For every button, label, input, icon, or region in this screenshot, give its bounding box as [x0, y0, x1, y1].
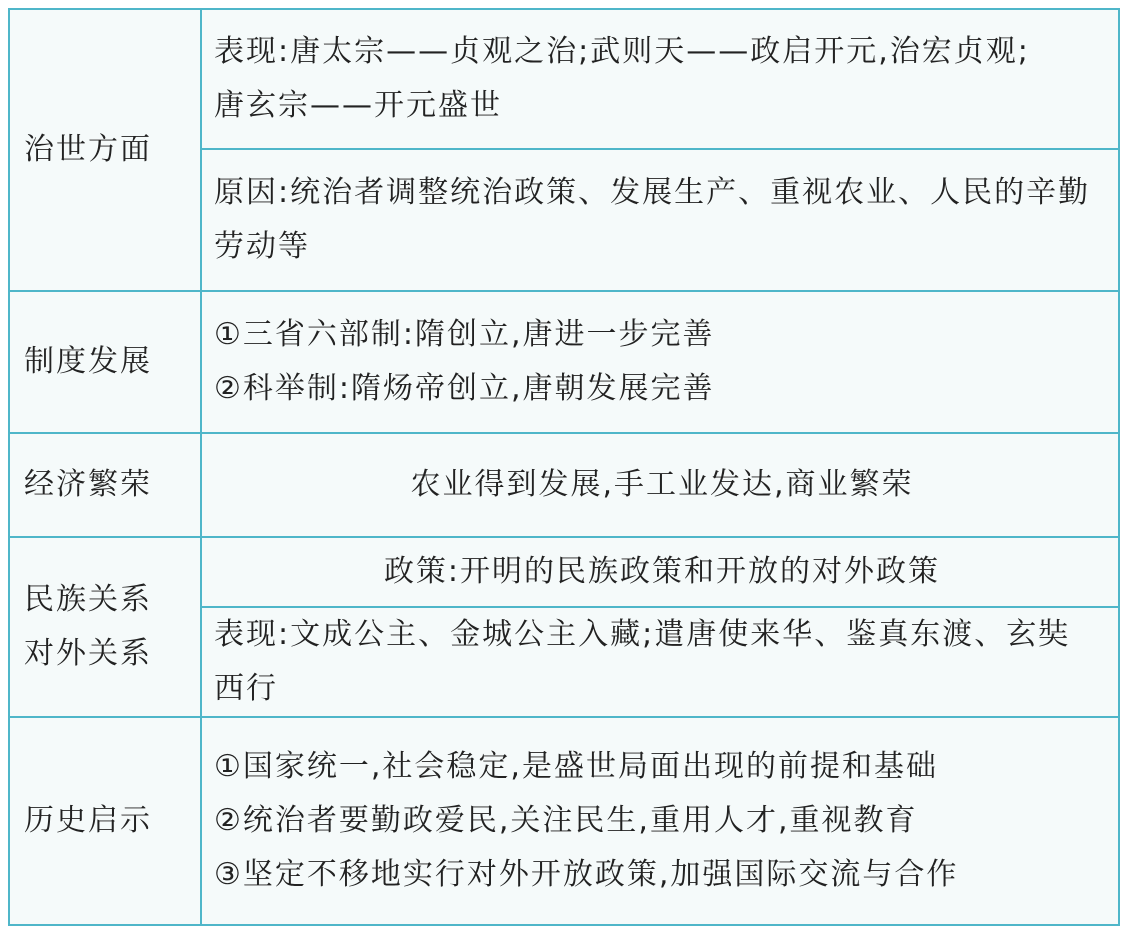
category-minzu-label-1: 民族关系 [24, 582, 152, 617]
qishi-item: ①国家统一,社会稳定,是盛世局面出现的前提和基础 [214, 749, 938, 784]
category-zhishi [9, 9, 201, 291]
minzu-biaoxian-line-1: 表现:文成公主、金城公主入藏;遣唐使来华、鉴真东渡、玄奘 [214, 617, 1071, 652]
category-jingji [9, 433, 201, 537]
cell-jingji [201, 433, 1119, 537]
category-qishi [9, 717, 201, 925]
category-zhishi-label: 治世方面 [24, 132, 152, 167]
category-zhidu [9, 291, 201, 433]
cell-minzu-zhengce [201, 537, 1119, 607]
zhishi-biaoxian-line-2: 唐玄宗——开元盛世 [214, 88, 502, 123]
zhidu-item: ①三省六部制:隋创立,唐进一步完善 [214, 317, 715, 352]
minzu-biaoxian-line-2: 西行 [214, 671, 278, 706]
minzu-zhengce: 政策:开明的民族政策和开放的对外政策 [383, 554, 941, 589]
zhishi-yuanyin-line-2: 劳动等 [214, 229, 310, 264]
cell-qishi [201, 717, 1119, 925]
cell-zhidu [201, 291, 1119, 433]
category-minzu [9, 537, 201, 717]
category-jingji-label: 经济繁荣 [24, 467, 152, 502]
row-qishi [9, 717, 1119, 925]
qishi-item: ②统治者要勤政爱民,关注民生,重用人才,重视教育 [214, 803, 918, 838]
row-jingji [9, 433, 1119, 537]
history-summary-table [8, 8, 1120, 926]
cell-zhishi-biaoxian [201, 9, 1119, 149]
category-zhidu-label: 制度发展 [24, 344, 152, 379]
cell-minzu-biaoxian [201, 607, 1119, 717]
category-minzu-label-2: 对外关系 [24, 636, 152, 671]
jingji-content: 农业得到发展,手工业发达,商业繁荣 [410, 467, 914, 502]
row-minzu-zhengce [9, 537, 1119, 607]
zhishi-biaoxian-line-1: 表现:唐太宗——贞观之治;武则天——政启开元,治宏贞观; [214, 34, 1030, 69]
zhishi-yuanyin-line-1: 原因:统治者调整统治政策、发展生产、重视农业、人民的辛勤 [214, 175, 1091, 210]
category-qishi-label: 历史启示 [24, 803, 152, 838]
qishi-item: ③坚定不移地实行对外开放政策,加强国际交流与合作 [214, 857, 959, 892]
row-zhidu [9, 291, 1119, 433]
row-zhishi-biaoxian [9, 9, 1119, 149]
cell-zhishi-yuanyin [201, 149, 1119, 291]
zhidu-item: ②科举制:隋炀帝创立,唐朝发展完善 [214, 371, 715, 406]
